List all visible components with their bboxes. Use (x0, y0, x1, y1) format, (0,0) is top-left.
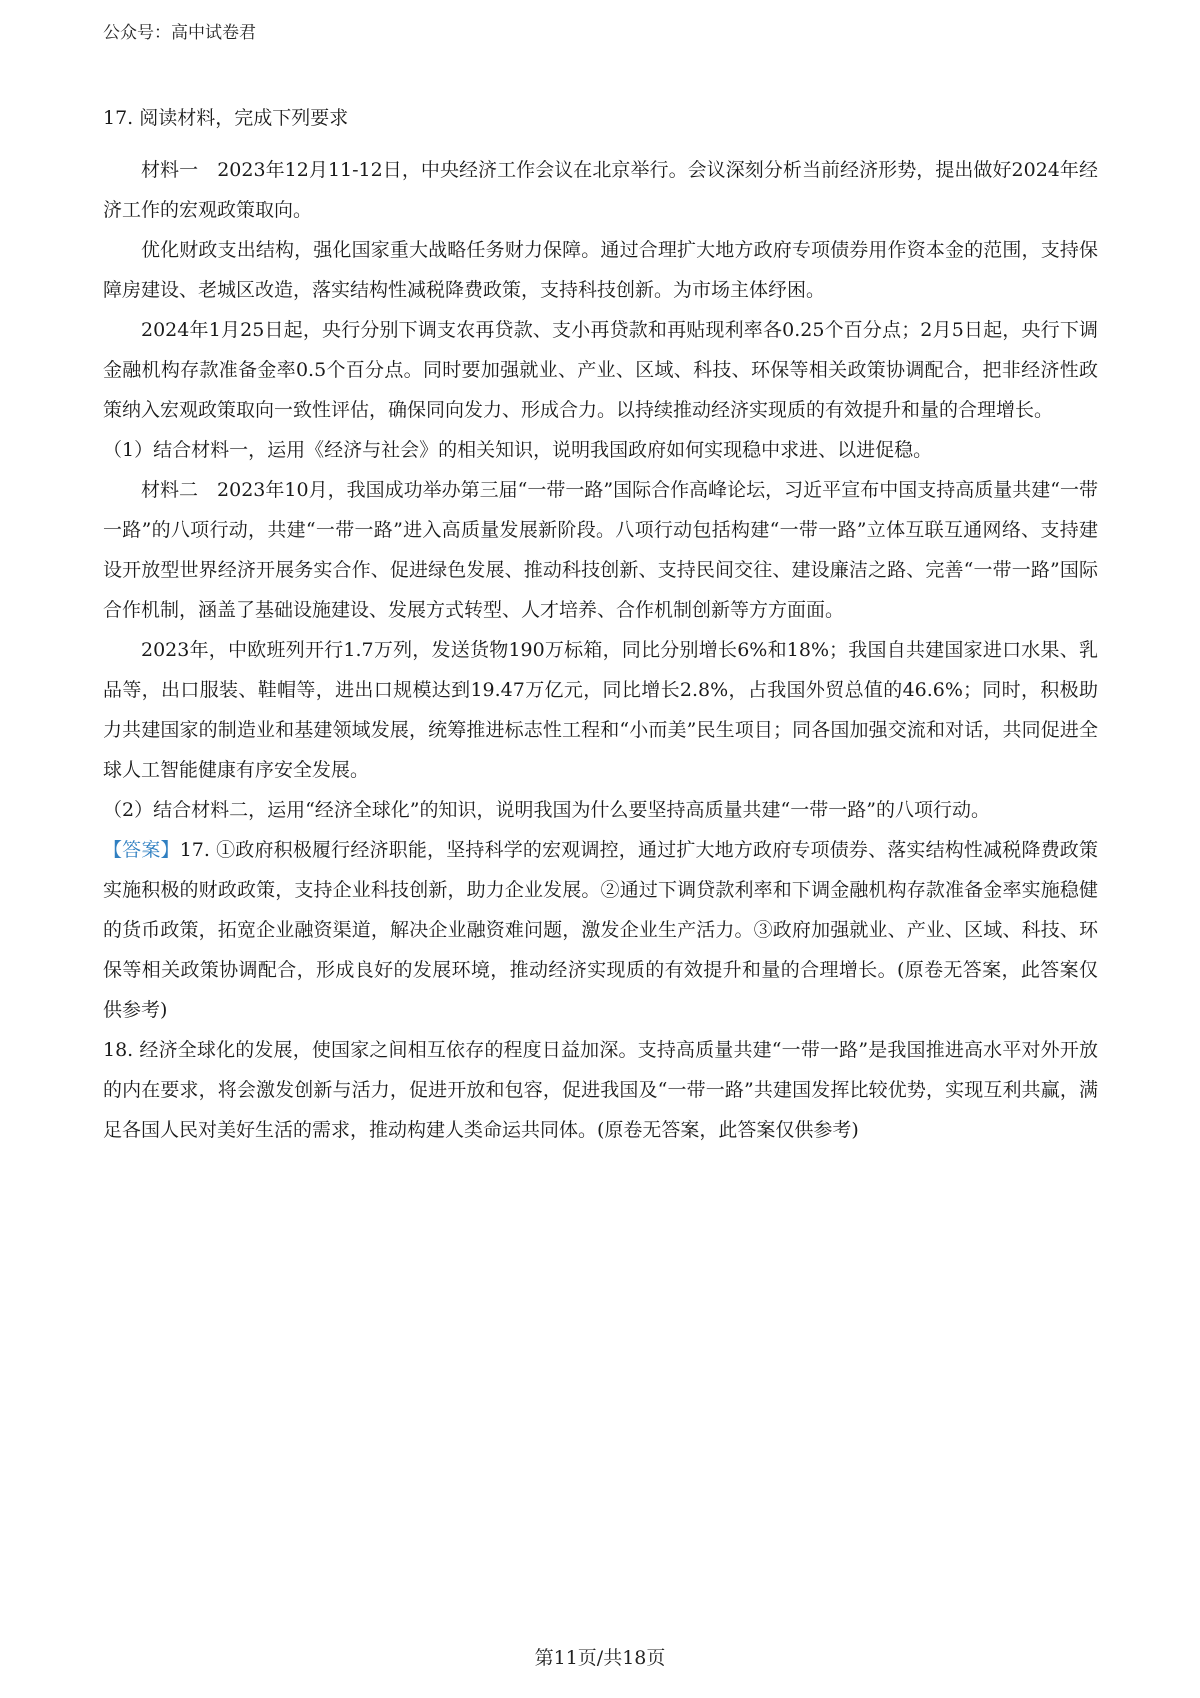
answer-17-text: 17. ①政府积极履行经济职能，坚持科学的宏观调控，通过扩大地方政府专项债券、落实结构性减税降费政策实施积极的财政政策，支持企业科技创新，助力企业发展。②通过下调贷款利率和下调金融机构存款准备金率实施稳健的货币政策，拓宽企业融资渠道，解决企业融资难问题，激发企业生产活力。③政府加强就业、产业、区域、科技、环保等相关政策协调配合，形成良好的发展环境，推动经济实现质的有效提升和量的合理增长。(原卷无答案，此答案仅供参考) (103, 839, 1098, 1021)
page-number: 第11页/共18页 (534, 1647, 666, 1669)
material-1-paragraph-3: 2024年1月25日起，央行分别下调支农再贷款、支小再贷款和再贴现利率各0.25个百分点；2月5日起，央行下调金融机构存款准备金率0.5个百分点。同时要加强就业、产业、区域、科技、环保等相关政策协调配合，把非经济性政策纳入宏观政策取向一致性评估，确保同向发力、形成合力。以持续推动经济实现质的有效提升和量的合理增长。 (103, 319, 1098, 421)
page-content (103, 98, 1098, 1150)
material-2-paragraph-1: 材料二 2023年10月，我国成功举办第三届“一带一路”国际合作高峰论坛，习近平宣布中国支持高质量共建“一带一路”的八项行动，共建“一带一路”进入高质量发展新阶段。八项行动包括构建“一带一路”立体互联互通网络、支持建设开放型世界经济开展务实合作、促进绿色发展、推动科技创新、支持民间交往、建设廉洁之路、完善“一带一路”国际合作机制，涵盖了基础设施建设、发展方式转型、人才培养、合作机制创新等方方面面。 (103, 479, 1098, 621)
sub-question-1: （1）结合材料一，运用《经济与社会》的相关知识，说明我国政府如何实现稳中求进、以进促稳。 (103, 439, 933, 461)
material-1-paragraph-2: 优化财政支出结构，强化国家重大战略任务财力保障。通过合理扩大地方政府专项债券用作资本金的范围，支持保障房建设、老城区改造，落实结构性减税降费政策，支持科技创新。为市场主体纾困。 (103, 239, 1098, 301)
question-17-title: 17. 阅读材料，完成下列要求 (103, 107, 349, 129)
material-1-paragraph-1: 材料一 2023年12月11-12日，中央经济工作会议在北京举行。会议深刻分析当前经济形势，提出做好2024年经济工作的宏观政策取向。 (103, 159, 1098, 221)
answer-18: 18. 经济全球化的发展，使国家之间相互依存的程度日益加深。支持高质量共建“一带一路”是我国推进高水平对外开放的内在要求，将会激发创新与活力，促进开放和包容，促进我国及“一带一路”共建国发挥比较优势，实现互利共赢，满足各国人民对美好生活的需求，推动构建人类命运共同体。(原卷无答案，此答案仅供参考) (103, 1039, 1098, 1141)
page-header: 公众号：高中试卷君 (103, 23, 256, 43)
sub-question-2: （2）结合材料二，运用“经济全球化”的知识，说明我国为什么要坚持高质量共建“一带一路”的八项行动。 (103, 799, 990, 821)
answer-17 (103, 830, 1098, 1030)
answer-tag: 【答案】 (103, 839, 180, 861)
material-2-paragraph-2: 2023年，中欧班列开行1.7万列，发送货物190万标箱，同比分别增长6%和18%；我国自共建国家进口水果、乳品等，出口服装、鞋帽等，进出口规模达到19.47万亿元，同比增长2.8%，占我国外贸总值的46.6%；同时，积极助力共建国家的制造业和基建领域发展，统筹推进标志性工程和“小而美”民生项目；同各国加强交流和对话，共同促进全球人工智能健康有序安全发展。 (103, 639, 1098, 781)
